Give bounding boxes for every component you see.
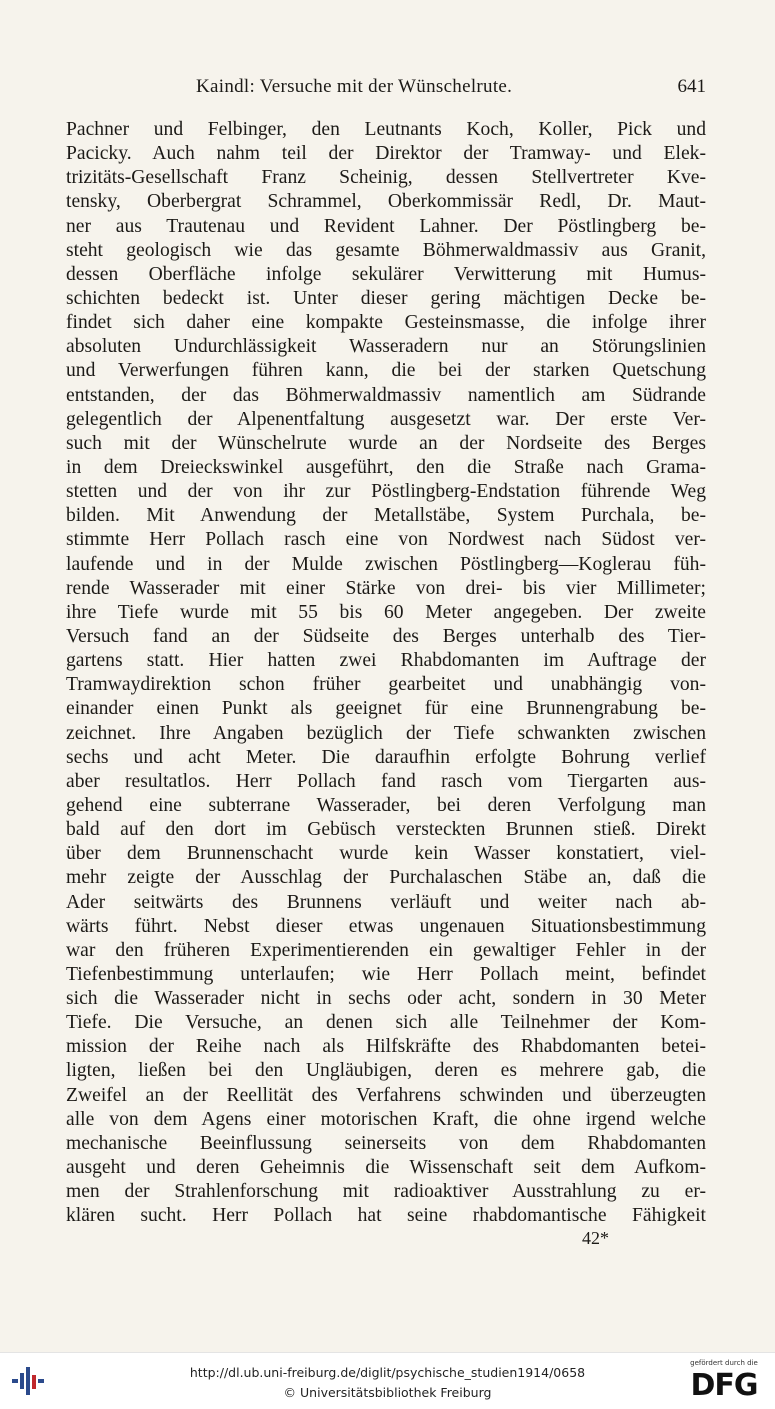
- text-line: über dem Brunnenschacht wurde kein Wasser konstatiert, viel-: [66, 843, 706, 865]
- dfg-logo-text: DFG: [690, 1368, 758, 1403]
- text-line: sechs und acht Meter. Die daraufhin erfolgte Bohrung verlief: [66, 746, 706, 768]
- text-line: alle von dem Agens einer motorischen Kraft, die ohne irgend welche: [66, 1108, 706, 1130]
- permalink-url[interactable]: http://dl.ub.uni-freiburg.de/diglit/psychische_studien1914/0658: [189, 1365, 586, 1380]
- text-line: Tiefenbestimmung unterlaufen; wie Herr Pollach meint, befindet: [66, 963, 706, 985]
- text-line: Tramwaydirektion schon früher gearbeitet und unabhängig von-: [66, 674, 706, 696]
- text-line: dessen Oberfläche infolge sekulärer Verwitterung mit Humus-: [66, 263, 706, 285]
- copyright-notice: © Universitätsbibliothek Freiburg: [283, 1385, 492, 1400]
- running-title: Kaindl: Versuche mit der Wünschelrute.: [196, 76, 513, 97]
- text-line: ihre Tiefe wurde mit 55 bis 60 Meter angegeben. Der zweite: [66, 601, 706, 623]
- dfg-logo-icon[interactable]: [683, 1359, 765, 1405]
- text-line: entstanden, der das Böhmerwaldmassiv namentlich am Südrande: [66, 384, 706, 406]
- text-line: trizitäts-Gesellschaft Franz Scheinig, dessen Stellvertreter Kve-: [66, 167, 706, 189]
- text-line: tensky, Oberbergrat Schrammel, Oberkommissär Redl, Dr. Maut-: [66, 191, 706, 213]
- text-line: ner aus Trautenau und Revident Lahner. Der Pöstlingberg be-: [66, 215, 706, 237]
- body-text: [66, 118, 706, 1228]
- page-number: 641: [677, 76, 706, 97]
- text-line: such mit der Wünschelrute wurde an der Nordseite des Berges: [66, 432, 706, 454]
- text-line: Ader seitwärts des Brunnens verläuft und weiter nach ab-: [66, 891, 706, 913]
- signature-mark: 42*: [582, 1228, 609, 1248]
- text-line: Zweifel an der Reellität des Verfahrens schwinden und überzeugten: [66, 1084, 706, 1106]
- text-line: stimmte Herr Pollach rasch eine von Nordwest nach Südost ver-: [66, 529, 706, 551]
- text-line: mehr zeigte der Ausschlag der Purchalaschen Stäbe an, daß die: [66, 867, 706, 889]
- text-line: Pacicky. Auch nahm teil der Direktor der Tramway- und Elek-: [66, 143, 706, 165]
- text-line: ausgeht und deren Geheimnis die Wissenschaft seit dem Aufkom-: [66, 1157, 706, 1179]
- text-line: in dem Dreieckswinkel ausgeführt, den die Straße nach Grama-: [66, 456, 706, 478]
- text-line: klären sucht. Herr Pollach hat seine rhabdomantische Fähigkeit: [66, 1205, 706, 1227]
- text-line: einander einen Punkt als geeignet für eine Brunnengrabung be-: [66, 698, 706, 720]
- text-line: ligten, ließen bei den Ungläubigen, deren es mehrere gab, die: [66, 1060, 706, 1082]
- text-line: findet sich daher eine kompakte Gesteinsmasse, die infolge ihrer: [66, 312, 706, 334]
- text-line: Versuch fand an der Südseite des Berges unterhalb des Tier-: [66, 625, 706, 647]
- text-line: bald auf den dort im Gebüsch versteckten Brunnen stieß. Direkt: [66, 819, 706, 841]
- text-line: mission der Reihe nach als Hilfskräfte des Rhabdomanten betei-: [66, 1036, 706, 1058]
- text-line: sich die Wasserader nicht in sechs oder acht, sondern in 30 Meter: [66, 988, 706, 1010]
- text-line: bilden. Mit Anwendung der Metallstäbe, System Purchala, be-: [66, 505, 706, 527]
- dfg-caption: gefördert durch die: [690, 1359, 758, 1367]
- text-line: steht geologisch wie das gesamte Böhmerwaldmassiv aus Granit,: [66, 239, 706, 261]
- text-line: gehend eine subterrane Wasserader, bei deren Verfolgung man: [66, 794, 706, 816]
- text-line: gartens statt. Hier hatten zwei Rhabdomanten im Auftrage der: [66, 650, 706, 672]
- text-line: war den früheren Experimentierenden ein gewaltiger Fehler in der: [66, 939, 706, 961]
- text-line: zeichnet. Ihre Angaben bezüglich der Tiefe schwankten zwischen: [66, 722, 706, 744]
- text-line: gelegentlich der Alpenentfaltung ausgesetzt war. Der erste Ver-: [66, 408, 706, 430]
- text-line: Tiefe. Die Versuche, an denen sich alle Teilnehmer der Kom-: [66, 1012, 706, 1034]
- text-line: laufende und in der Mulde zwischen Pöstlingberg—Koglerau füh-: [66, 553, 706, 575]
- text-line: Pachner und Felbinger, den Leutnants Koch, Koller, Pick und: [66, 119, 706, 140]
- text-line: mechanische Beeinflussung seinerseits von dem Rhabdomanten: [66, 1132, 706, 1154]
- text-line: schichten bedeckt ist. Unter dieser gering mächtigen Decke be-: [66, 287, 706, 309]
- text-line: stetten und der von ihr zur Pöstlingberg-Endstation führende Weg: [66, 481, 706, 503]
- text-line: wärts führt. Nebst dieser etwas ungenauen Situationsbestimmung: [66, 915, 706, 937]
- text-line: rende Wasserader mit einer Stärke von drei- bis vier Millimeter;: [66, 577, 706, 599]
- text-line: absoluten Undurchlässigkeit Wasseradern nur an Störungslinien: [66, 336, 706, 358]
- running-header: [66, 74, 706, 104]
- text-line: men der Strahlenforschung mit radioaktiver Ausstrahlung zu er-: [66, 1181, 706, 1203]
- footer-bar: [0, 1352, 775, 1409]
- text-line: aber resultatlos. Herr Pollach fand rasch vom Tiergarten aus-: [66, 770, 706, 792]
- text-line: und Verwerfungen führen kann, die bei der starken Quetschung: [66, 360, 706, 382]
